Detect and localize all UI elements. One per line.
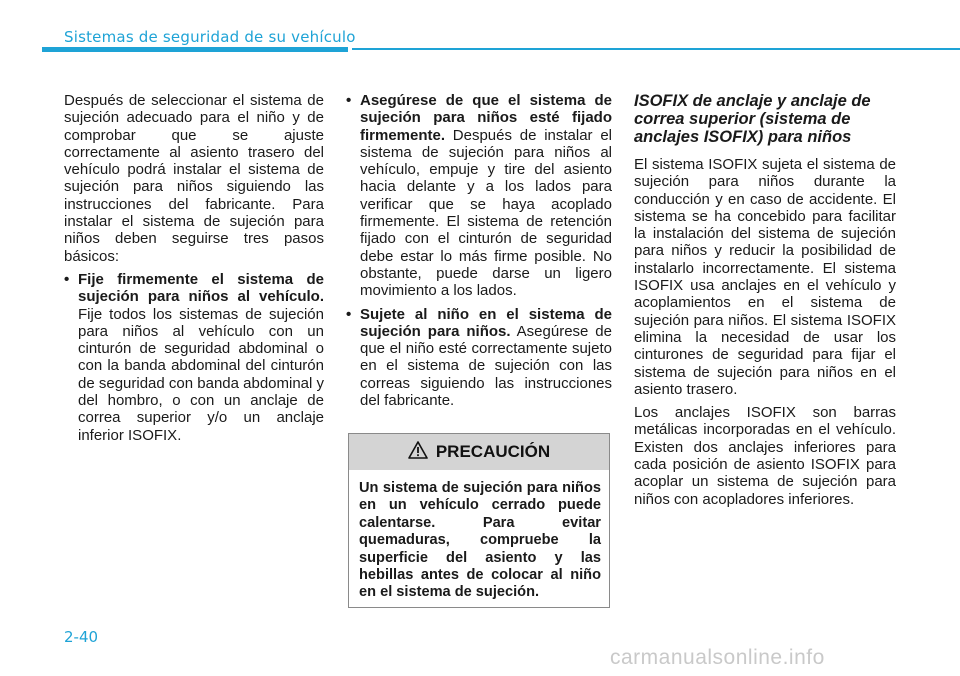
bullet-text [360,306,612,410]
isofix-subheading: ISOFIX de anclaje y anclaje de correa superior (sistema de anclajes ISOFIX) para niños [634,92,871,146]
caution-title: PRECAUCIÓN [435,442,551,461]
bullet-dot-icon: • [346,305,352,323]
bullet-bold-lead: Sujete al niño en el sistema de sujeción para niños. [360,305,612,340]
bullet-detail: Fije todos los sistemas de sujeción para niños al vehículo con un cinturón de seguridad abdominal o con la banda abdominal del cinturón de seguridad con banda abdominal y del hombro, o con un anclaje de correa superior y/o un anclaje inferior ISOFIX. [78,305,325,444]
warning-triangle-icon [408,441,428,464]
section-title: Sistemas de seguridad de su vehículo [64,28,356,46]
bullet-item [346,306,612,410]
bullet-bold-lead: Fije firmemente el sistema de sujeción para niños al vehículo. [78,270,324,306]
header-rule-thin [352,48,960,50]
bullet-text [360,92,612,300]
caution-header [349,434,609,470]
header-rule-thick [42,47,348,52]
bullet-item [346,92,612,300]
bullet-bold-lead: Asegúrese de que el sistema de sujeción para niños esté fijado firmemente. [360,92,612,144]
bullet-item [64,271,324,444]
watermark: carmanualsonline.info [610,646,825,669]
isofix-paragraph-1: El sistema ISOFIX sujeta el sistema de sujeción para niños durante la conducción y en caso de accidente. El sistema se ha concebido para facilitar la instalación del sistema de sujeción para niños y reducir la posibilidad de instalarlo incorrectamente. El sistema ISOFIX usa anclajes en el vehículo y acoplamientos en el sistema de sujeción para niños. El sistema ISOFIX elimina la necesidad de usar los cinturones de seguridad para fijar el sistema de sujeción para niños en el asiento trasero. [634,156,896,398]
bullet-dot-icon: • [346,92,352,109]
column-right [634,92,896,514]
bullet-detail: Después de instalar el sistema de sujeción para niños al vehículo, empuje y tire del asiento hacia delante y a los lados para verificar que se haya acoplado firmemente. El sistema de retención fijado con el cinturón de seguridad debe estar lo más firme posible. No obstante, puede darse un ligero movimiento a los lados. [360,126,612,300]
column-left [64,92,324,450]
intro-paragraph: Después de seleccionar el sistema de sujeción adecuado para el niño y de comprobar que se ajuste correctamente al asiento trasero del vehículo podrá instalar el sistema de sujeción para niños siguiendo las instrucciones del fabricante. Para instalar el sistema de sujeción para niños deben seguirse tres pasos básicos: [64,92,324,265]
caution-text: Un sistema de sujeción para niños en un vehículo cerrado puede calentarse. Para evitar quemaduras, compruebe la superficie del asiento y las hebillas antes de colocar al niño en el sistema de sujeción. [359,480,601,601]
bullet-detail: Asegúrese de que el niño esté correctamente sujeto en el sistema de sujeción con las correas siguiendo las instrucciones del fabricante. [360,322,612,410]
bullet-dot-icon: • [64,270,70,288]
caution-box [348,433,610,608]
page-number: 2-40 [64,628,99,646]
isofix-paragraph-2: Los anclajes ISOFIX son barras metálicas incorporadas en el vehículo. Existen dos anclajes inferiores para cada posición de asiento ISOFIX para acoplar un sistema de sujeción para niños con acopladores inferiores. [634,404,896,508]
column-middle [346,92,612,415]
bullet-text [78,271,324,444]
